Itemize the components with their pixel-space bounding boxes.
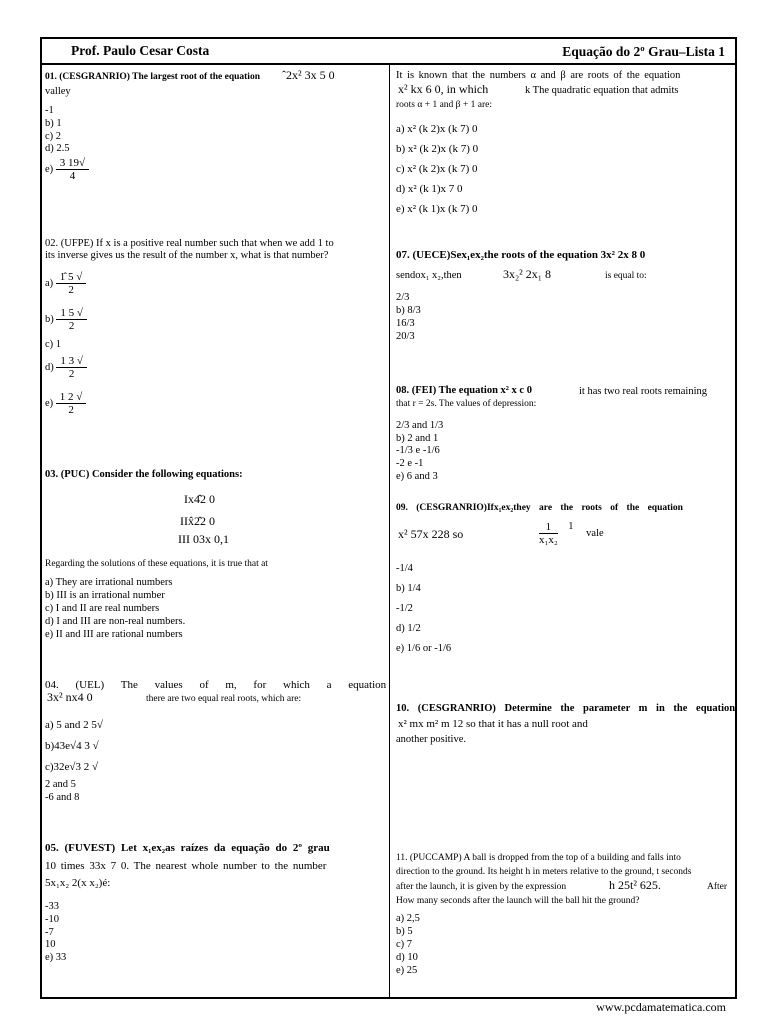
q01-title: 01. (CESGRANRIO) The largest root of the equation bbox=[45, 72, 260, 82]
q09-option-d: d) 1/2 bbox=[396, 623, 421, 634]
q05-option-a: -33 bbox=[45, 901, 59, 912]
q09-second-term: 1 bbox=[568, 521, 574, 532]
q09-option-c: -1/2 bbox=[396, 603, 413, 614]
q01-e-fraction bbox=[56, 157, 89, 182]
q04-option-a: a) 5 and 2 5√ bbox=[45, 719, 103, 731]
q02-b-numerator: 1 5 √ bbox=[56, 307, 87, 320]
q01-option-e bbox=[45, 157, 89, 182]
q11-line-1: 11. (PUCCAMP) A ball is dropped from the top of a building and falls into bbox=[396, 853, 681, 863]
q05-option-c: -7 bbox=[45, 927, 54, 938]
q01-e-numerator: 3 19√ bbox=[56, 157, 89, 170]
q05-line-1 bbox=[45, 842, 330, 854]
q06-line-2: k The quadratic equation that admits bbox=[525, 85, 679, 96]
q02-b-label: b) bbox=[45, 314, 54, 325]
q09-equation: x² 57x 228 so bbox=[398, 527, 464, 541]
q11-line-4: How many seconds after the launch will the ball hit the ground? bbox=[396, 896, 640, 906]
q09-vale: vale bbox=[586, 528, 604, 539]
q09-frac-numerator: 1 bbox=[539, 521, 558, 534]
q02-e-fraction bbox=[56, 391, 87, 416]
q02-b-denominator: 2 bbox=[68, 320, 75, 333]
q06-line-1: It is known that the numbers α and β are roots of the equation bbox=[396, 70, 681, 81]
q03-equation-2: IIx̂2̂2 0 bbox=[180, 514, 215, 528]
q11-line-2: direction to the ground. Its height h in meters relative to the ground, t seconds bbox=[396, 867, 692, 877]
q06-line-3: roots α + 1 and β + 1 are: bbox=[396, 100, 492, 110]
q08-line-1b: it has two real roots remaining bbox=[579, 386, 708, 397]
q01-option-d: d) 2.5 bbox=[45, 143, 70, 154]
q05-line-2: 10 times 33x 7 0. The nearest whole number to the number bbox=[45, 860, 327, 872]
q04-equation: 3x² nx4 0 bbox=[47, 690, 93, 704]
q01-e-label: e) bbox=[45, 164, 54, 175]
q09-frac-denominator: x₁x₂ bbox=[539, 534, 558, 547]
author-name: Prof. Paulo Cesar Costa bbox=[71, 43, 210, 58]
q03-title: 03. (PUC) Consider the following equations: bbox=[45, 469, 243, 480]
q03-intro: Regarding the solutions of these equations, it is true that at bbox=[45, 559, 268, 569]
q03-option-b: b) III is an irrational number bbox=[45, 590, 165, 601]
q02-d-label: d) bbox=[45, 362, 54, 373]
q11-line-3: after the launch, it is given by the expression bbox=[396, 882, 567, 892]
q02-e-numerator: 1 2 √ bbox=[56, 391, 87, 404]
q11-option-b: b) 5 bbox=[396, 926, 413, 937]
q08-option-d: -2 e -1 bbox=[396, 458, 424, 469]
q05-option-b: -10 bbox=[45, 914, 59, 925]
q08-option-b: b) 2 and 1 bbox=[396, 433, 439, 444]
q04-option-c: c)32e√3 2 √ bbox=[45, 761, 99, 773]
q03-equation-1: Ix4̂2 0 bbox=[184, 492, 215, 506]
q09-option-b: b) 1/4 bbox=[396, 583, 421, 594]
q09-option-a: -1/4 bbox=[396, 563, 413, 574]
q02-option-d bbox=[45, 355, 87, 380]
q09-option-e: e) 1/6 or -1/6 bbox=[396, 643, 452, 654]
q10-line-2: x² mx m² m 12 so that it has a null root and bbox=[398, 718, 588, 730]
q02-b-fraction bbox=[56, 307, 87, 332]
q02-line-1: 02. (UFPE) If x is a positive real number such that when we add 1 to bbox=[45, 238, 334, 249]
q01-e-denominator: 4 bbox=[69, 170, 76, 183]
q03-equation-3: III 03x 0,1 bbox=[178, 532, 229, 546]
q06-option-b: b) x² (k 2)x (k 7) 0 bbox=[396, 143, 479, 155]
q02-a-fraction bbox=[56, 271, 87, 296]
q02-a-denominator: 2 bbox=[68, 284, 74, 297]
q03-option-a: a) They are irrational numbers bbox=[45, 577, 173, 588]
q05-line-3: 5x₁x₂ 2(x x₂)é: bbox=[45, 877, 111, 889]
q07-option-d: 20/3 bbox=[396, 331, 415, 342]
q06-equation: x² kx 6 0, in which bbox=[398, 82, 489, 96]
q02-d-fraction bbox=[56, 355, 87, 380]
q08-line-1: 08. (FEI) The equation x² x c 0 bbox=[396, 385, 532, 396]
q05-title: 05. (FUVEST) Let x₁ex₂as raízes da equação do 2º grau bbox=[45, 842, 330, 854]
q01-option-c: c) 2 bbox=[45, 131, 62, 142]
q10-line-3: another positive. bbox=[396, 734, 466, 745]
q07-option-c: 16/3 bbox=[396, 318, 415, 329]
q01-equation: ˆ2x² 3x 5 0 bbox=[282, 68, 335, 82]
q06-option-d: d) x² (k 1)x 7 0 bbox=[396, 183, 463, 195]
q02-line-2: its inverse gives us the result of the number x, what is that number? bbox=[45, 250, 329, 261]
q09-line-1: 09. (CESGRANRIO)Ifx₁ex₂they are the roots of the equation bbox=[396, 503, 683, 513]
website-footer: www.pcdamatematica.com bbox=[596, 1000, 726, 1014]
q02-option-a bbox=[45, 271, 86, 296]
q11-line-3b: After bbox=[707, 882, 728, 892]
q08-line-2: that r = 2s. The values of depression: bbox=[396, 399, 537, 409]
q05-option-d: 10 bbox=[45, 939, 56, 950]
q07-line-2: sendox₁ x₂,then bbox=[396, 270, 462, 281]
q11-option-c: c) 7 bbox=[396, 939, 413, 950]
q02-a-numerator: 1̂ 5 √ bbox=[56, 271, 87, 284]
q04-line-1: 04. (UEL) The values of m, for which a equation bbox=[45, 679, 387, 691]
q11-equation: h 25t² 625. bbox=[609, 878, 661, 892]
exercise-sheet bbox=[40, 37, 737, 999]
q02-d-numerator: 1 3 √ bbox=[56, 355, 87, 368]
q09-fraction-group bbox=[539, 521, 604, 546]
q09-fraction bbox=[539, 521, 558, 546]
q01-option-b: b) 1 bbox=[45, 118, 62, 129]
q07-line-1: 07. (UECE)Sex₁ex₂the roots of the equation 3x² 2x 8 0 bbox=[396, 249, 646, 261]
q06-option-a: a) x² (k 2)x (k 7) 0 bbox=[396, 123, 478, 135]
q08-option-a: 2/3 and 1/3 bbox=[396, 420, 444, 431]
q01-option-a: -1 bbox=[45, 105, 54, 116]
q10-line-1: 10. (CESGRANRIO) Determine the parameter m in the equation bbox=[396, 703, 736, 714]
q04-option-e: -6 and 8 bbox=[45, 792, 80, 803]
q07-option-a: 2/3 bbox=[396, 292, 410, 303]
q02-option-e bbox=[45, 391, 86, 416]
q07-equation: 3x₂² 2x₁ 8 bbox=[503, 267, 551, 281]
q01-continuation: valley bbox=[45, 86, 71, 97]
q03-option-d: d) I and III are non-real numbers. bbox=[45, 616, 186, 627]
q07-option-b: b) 8/3 bbox=[396, 305, 421, 316]
q04-option-b: b)43e√4 3 √ bbox=[45, 740, 99, 752]
q02-e-denominator: 2 bbox=[68, 404, 74, 417]
q07-line-3: is equal to: bbox=[605, 271, 647, 281]
q04-option-d: 2 and 5 bbox=[45, 779, 76, 790]
q08-option-e: e) 6 and 3 bbox=[396, 471, 438, 482]
sheet-title: Equação do 2º Grau–Lista 1 bbox=[562, 44, 725, 59]
q02-e-label: e) bbox=[45, 398, 54, 409]
q05-option-e: e) 33 bbox=[45, 952, 67, 963]
q06-option-e: e) x² (k 1)x (k 7) 0 bbox=[396, 203, 478, 215]
q11-option-d: d) 10 bbox=[396, 952, 418, 963]
q03-option-e: e) II and III are rational numbers bbox=[45, 629, 183, 640]
q08-option-c: -1/3 e -1/6 bbox=[396, 445, 440, 456]
q11-option-a: a) 2,5 bbox=[396, 913, 420, 924]
q06-option-c: c) x² (k 2)x (k 7) 0 bbox=[396, 163, 478, 175]
q02-a-label: a) bbox=[45, 278, 54, 289]
q02-d-denominator: 2 bbox=[68, 368, 75, 381]
q02-option-c: c) 1 bbox=[45, 339, 62, 350]
q02-option-b bbox=[45, 307, 87, 332]
q11-option-e: e) 25 bbox=[396, 965, 418, 976]
q03-option-c: c) I and II are real numbers bbox=[45, 603, 160, 614]
column-divider bbox=[389, 64, 390, 997]
q04-line-2: there are two equal real roots, which are: bbox=[146, 694, 302, 704]
